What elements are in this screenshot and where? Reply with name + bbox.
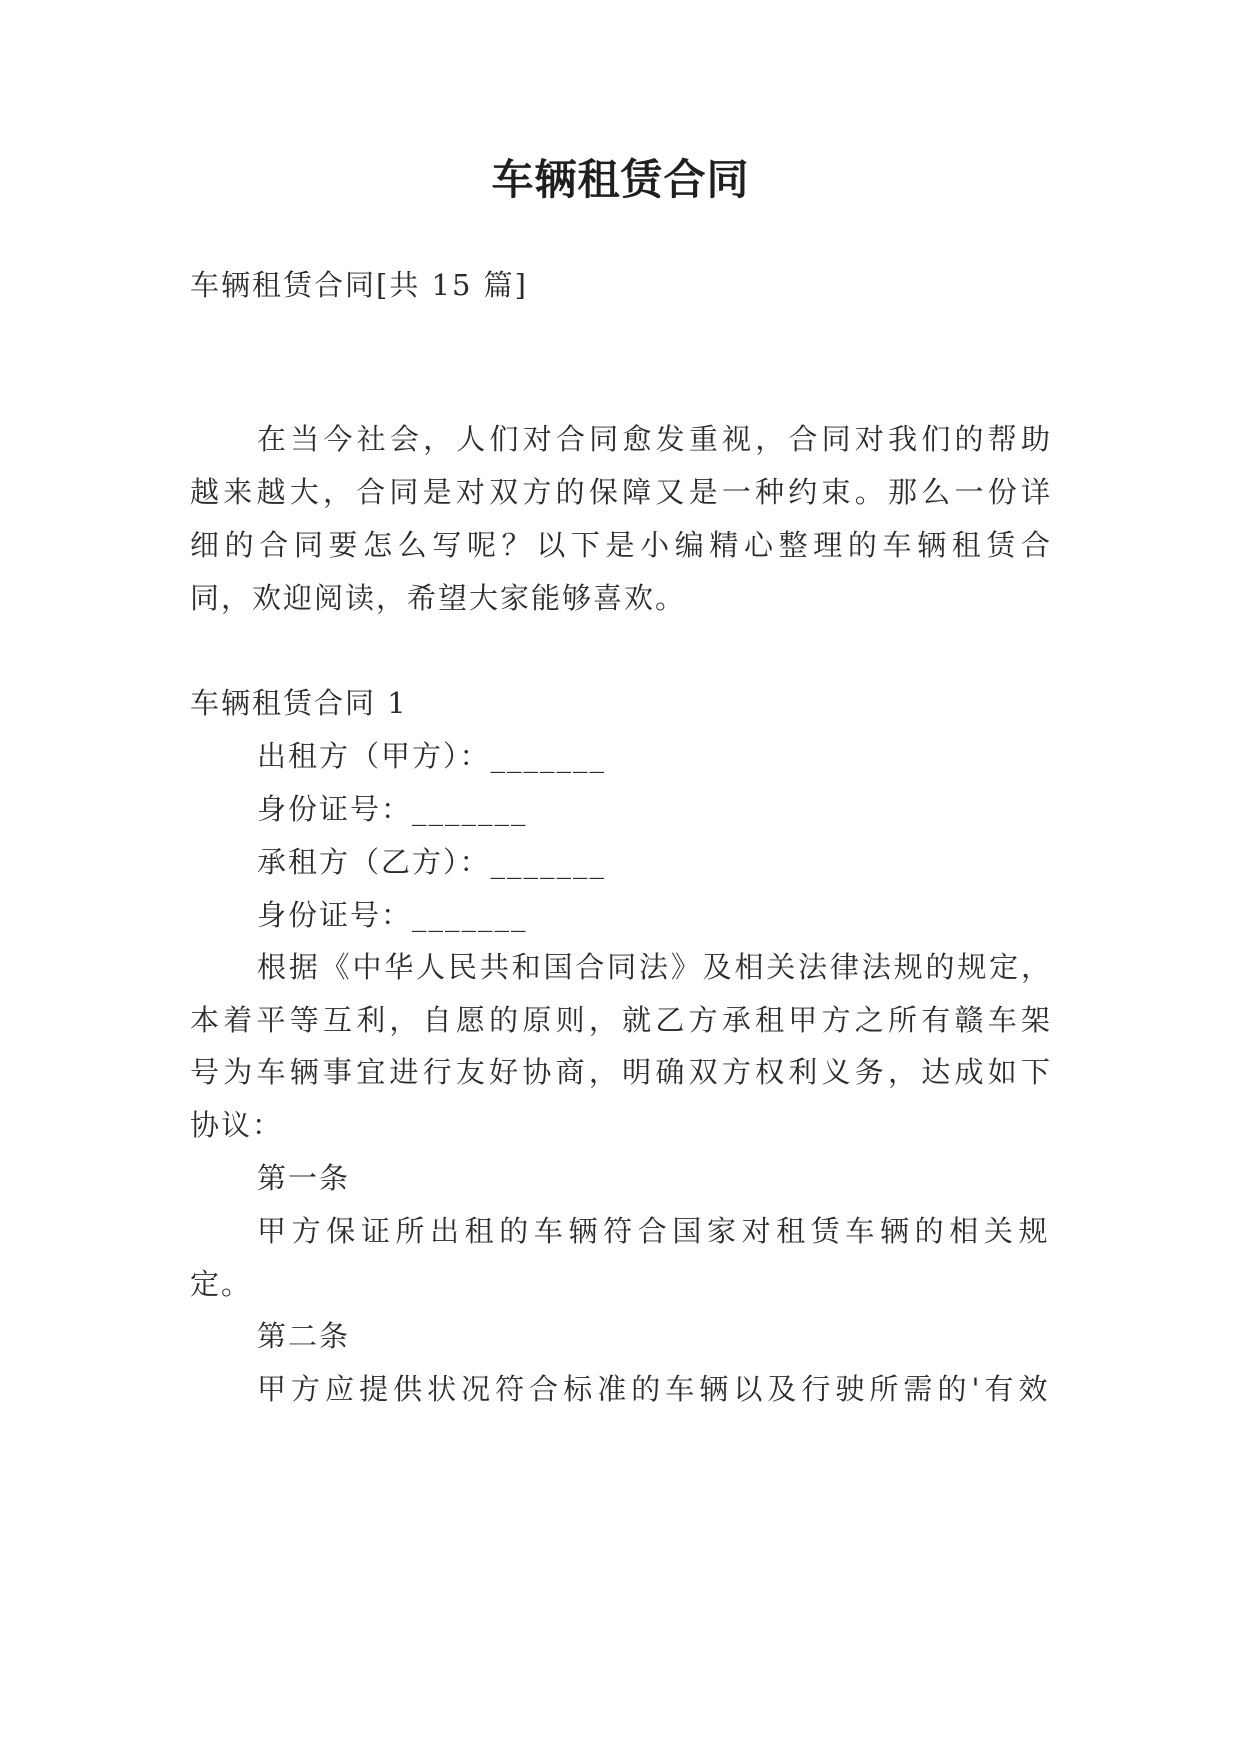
document-subtitle: 车辆租赁合同[共 15 篇] xyxy=(190,268,528,302)
preamble-line: 本着平等互利，自愿的原则，就乙方承租甲方之所有赣车架 xyxy=(190,1003,1052,1037)
lessor-id-field: 身份证号：_______ xyxy=(257,792,528,826)
article-1-line: 定。 xyxy=(190,1267,253,1301)
article-1-line: 甲方保证所出租的车辆符合国家对租赁车辆的相关规 xyxy=(257,1214,1052,1248)
page-title: 车辆租赁合同 xyxy=(491,155,750,204)
lessee-field: 承租方（乙方）：_______ xyxy=(257,845,607,879)
lessor-field: 出租方（甲方）：_______ xyxy=(257,739,607,773)
article-2-line: 甲方应提供状况符合标准的车辆以及行驶所需的'有效 xyxy=(257,1372,1052,1406)
lessee-id-field: 身份证号：_______ xyxy=(257,898,528,932)
intro-line: 同，欢迎阅读，希望大家能够喜欢。 xyxy=(190,581,687,615)
article-2-heading: 第二条 xyxy=(257,1319,351,1353)
intro-line: 越来越大，合同是对双方的保障又是一种约束。那么一份详 xyxy=(190,475,1052,509)
preamble-line: 根据《中华人民共和国合同法》及相关法律法规的规定， xyxy=(257,950,1052,984)
article-1-heading: 第一条 xyxy=(257,1161,351,1195)
preamble-line: 号为车辆事宜进行友好协商，明确双方权利义务，达成如下 xyxy=(190,1055,1052,1089)
section-heading: 车辆租赁合同 1 xyxy=(190,686,408,720)
intro-line: 在当今社会，人们对合同愈发重视，合同对我们的帮助 xyxy=(257,422,1052,456)
preamble-line: 协议： xyxy=(190,1108,284,1142)
intro-line: 细的合同要怎么写呢？以下是小编精心整理的车辆租赁合 xyxy=(190,528,1052,562)
